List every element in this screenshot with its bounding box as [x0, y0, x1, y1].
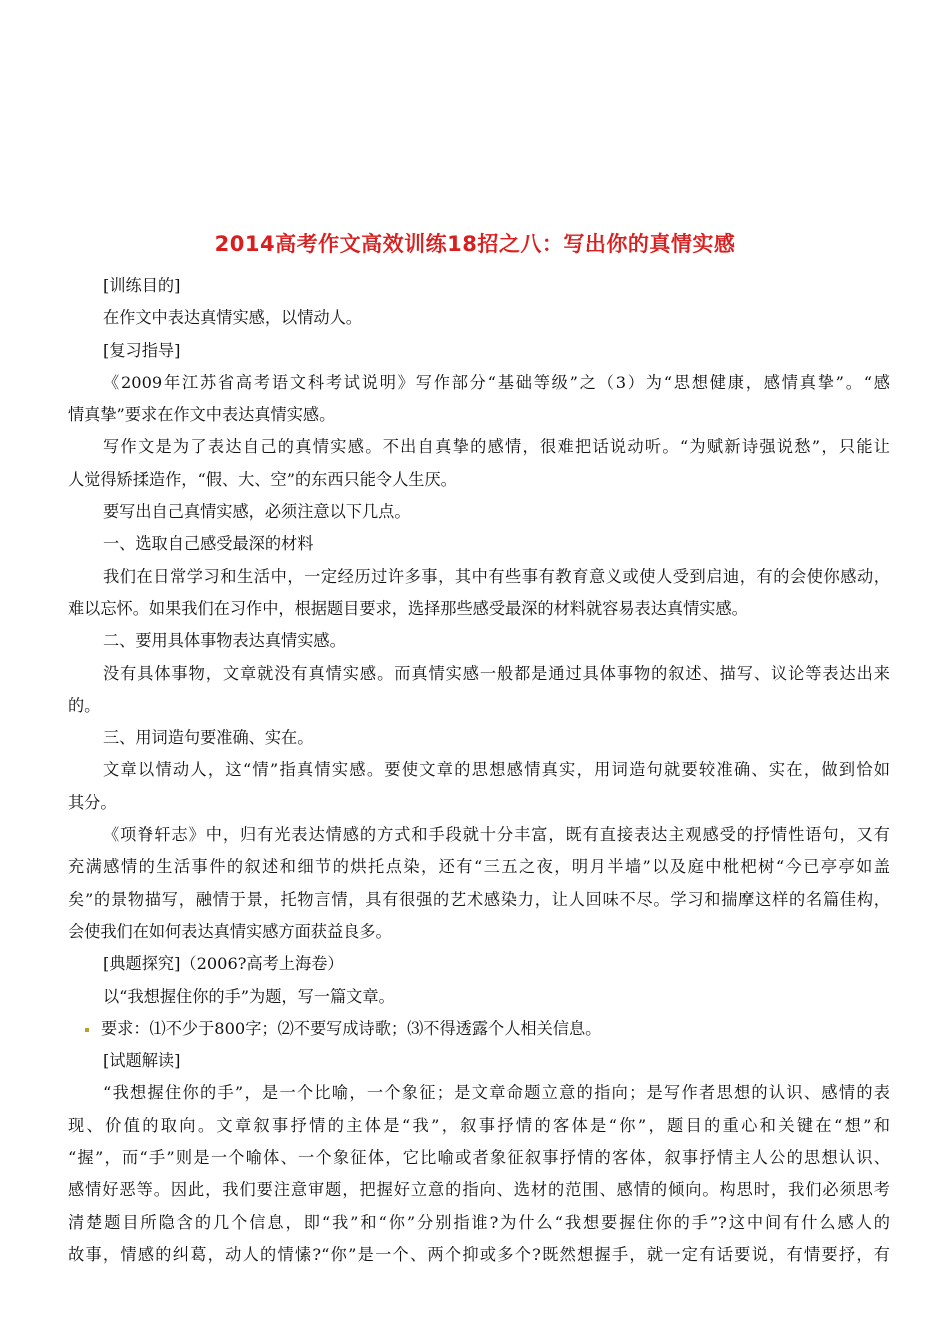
- section-heading: [试题解读]: [103, 1051, 181, 1071]
- section-heading: [复习指导]: [103, 340, 181, 360]
- paragraph-line: 矣”的景物描写，融情于景，托物言情，具有很强的艺术感染力，让人回味不尽。学习和揣摩这样的名篇佳构，: [68, 889, 890, 909]
- paragraph-line: 《项脊轩志》中，归有光表达情感的方式和手段就十分丰富，既有直接表达主观感受的抒情性语句，又有: [103, 825, 890, 845]
- paragraph-line: 写作文是为了表达自己的真情实感。不出自真挚的感情，很难把话说动听。“为赋新诗强说愁”，只能让: [103, 437, 890, 457]
- paragraph-line: 故事，情感的纠葛，动人的情愫?“你”是一个、两个抑或多个?既然想握手，就一定有话要说，有情要抒，有: [68, 1244, 890, 1264]
- requirements-line: [68, 1013, 890, 1045]
- paragraph-line: “我想握住你的手”，是一个比喻，一个象征；是文章命题立意的指向；是写作者思想的认识、感情的表: [103, 1083, 890, 1103]
- paragraph-line: 以“我想握住你的手”为题，写一篇文章。: [103, 986, 395, 1006]
- paragraph-line: 在作文中表达真情实感，以情动人。: [103, 308, 362, 328]
- paragraph-line: 文章以情动人，这“情”指真情实感。要使文章的思想感情真实，用词造句就要较准确、实在，做到恰如: [103, 760, 890, 780]
- paragraph-line: 情真挚”要求在作文中表达真情实感。: [68, 405, 336, 425]
- paragraph-line: 要写出自己真情实感，必须注意以下几点。: [103, 502, 411, 522]
- paragraph-line: 我们在日常学习和生活中，一定经历过许多事，其中有些事有教育意义或使人受到启迪，有的会使你感动，: [103, 566, 890, 586]
- page-title: 2014高考作文高效训练18招之八：写出你的真情实感: [214, 232, 736, 256]
- paragraph-line: 《2009年江苏省高考语文科考试说明》写作部分“基础等级”之（3）为“思想健康，感情真挚”。“感: [103, 372, 890, 392]
- paragraph-line: 清楚题目所隐含的几个信息，即“我”和“你”分别指谁?为什么“我想要握住你的手”?这中间有什么感人的: [68, 1212, 890, 1232]
- paragraph-line: 感情好恶等。因此，我们要注意审题，把握好立意的指向、选材的范围、感情的倾向。构思时，我们必须思考: [68, 1180, 890, 1200]
- paragraph-line: 充满感情的生活事件的叙述和细节的烘托点染，还有“三五之夜，明月半墙”以及庭中枇杷树“今已亭亭如盖: [68, 857, 890, 877]
- section-heading: [典题探究]（2006?高考上海卷）: [103, 954, 344, 974]
- section-heading: [训练目的]: [103, 276, 181, 295]
- paragraph-line: 的。: [68, 695, 101, 715]
- section-heading: 二、要用具体事物表达真情实感。: [103, 631, 346, 651]
- paragraph-line: 没有具体事物，文章就没有真情实感。而真情实感一般都是通过具体事物的叙述、描写、议论等表达出来: [103, 663, 890, 683]
- paragraph-line: 现、价值的取向。文章叙事抒情的主体是“我”，叙事抒情的客体是“你”，题目的重心和关键在“想”和: [68, 1115, 890, 1135]
- requirements-text: 要求：⑴不少于800字；⑵不要写成诗歌；⑶不得透露个人相关信息。: [101, 1018, 602, 1038]
- paragraph-line: 人觉得矫揉造作，“假、大、空”的东西只能令人生厌。: [68, 469, 457, 489]
- paragraph-line: 其分。: [68, 792, 117, 812]
- paragraph-line: “握”，而“手”则是一个喻体、一个象征体，它比喻或者象征叙事抒情的客体，叙事抒情主人公的思想认识、: [68, 1148, 890, 1168]
- paragraph-line: 难以忘怀。如果我们在习作中，根据题目要求，选择那些感受最深的材料就容易表达真情实感。: [68, 598, 748, 618]
- section-heading: 一、选取自己感受最深的材料: [103, 534, 314, 554]
- paragraph-line: 会使我们在如何表达真情实感方面获益良多。: [68, 921, 392, 941]
- section-heading: 三、用词造句要准确、实在。: [103, 728, 314, 748]
- marker-dot: [85, 1028, 89, 1032]
- document-body: [68, 270, 890, 1271]
